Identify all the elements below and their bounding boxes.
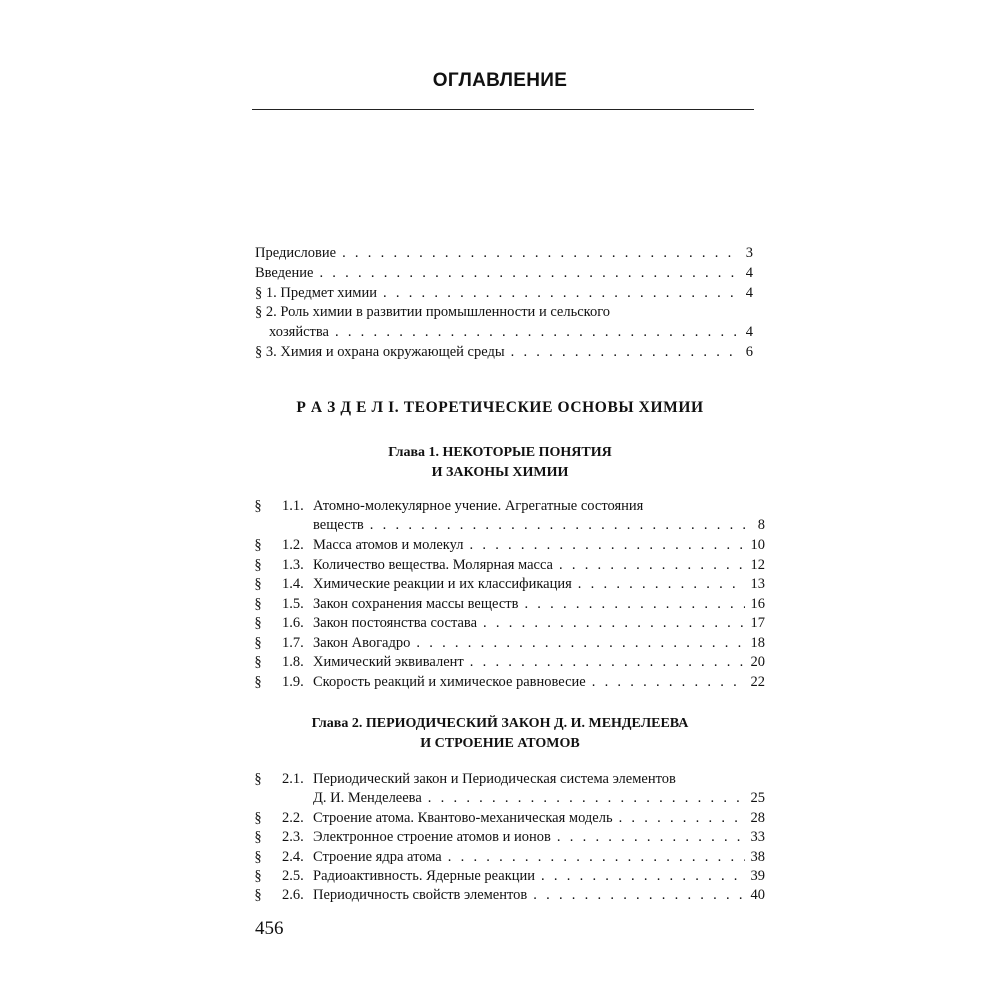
leader-dots [470, 652, 745, 672]
toc-entry-page: 33 [750, 829, 765, 845]
toc-entry-page: 28 [750, 810, 765, 826]
toc-entry-page: 6 [745, 344, 753, 360]
leader-dots [524, 594, 744, 614]
toc-entry-2-4 [313, 847, 765, 867]
toc-entry-1-8 [313, 652, 765, 672]
toc-entry-page: 17 [750, 615, 765, 631]
toc-entry-number: 1.9. [282, 674, 304, 690]
section-sign: § [254, 887, 262, 903]
toc-entry-1-2 [313, 535, 765, 555]
part-heading: Р А З Д Е Л I. ТЕОРЕТИЧЕСКИЕ ОСНОВЫ ХИМИИ [296, 399, 704, 416]
toc-entry-1-3 [313, 555, 765, 575]
toc-entry-2-1-line1: Периодический закон и Периодическая система элементов [313, 771, 676, 787]
toc-entry-2-5 [313, 866, 765, 886]
leader-dots [470, 535, 745, 555]
toc-entry-introduction [255, 263, 753, 283]
toc-entry-page: 40 [750, 887, 765, 903]
leader-dots [428, 788, 745, 808]
toc-entry-text: Д. И. Менделеева [313, 790, 422, 806]
leader-dots [511, 342, 740, 362]
toc-entry-text: Химические реакции и их классификация [313, 576, 572, 592]
toc-entry-page: 16 [750, 596, 765, 612]
toc-entry-1-5 [313, 594, 765, 614]
page-number: 456 [255, 918, 284, 939]
section-sign: § [254, 537, 262, 553]
leader-dots [416, 633, 744, 653]
toc-entry-1-1-line1: Атомно-молекулярное учение. Агрегатные состояния [313, 498, 644, 514]
leader-dots [533, 885, 744, 905]
chapter-2-heading-line1: Глава 2. ПЕРИОДИЧЕСКИЙ ЗАКОН Д. И. МЕНДЕЛЕЕВА [311, 716, 689, 731]
section-sign: § [254, 654, 262, 670]
toc-entry-text: Химический эквивалент [313, 654, 464, 670]
toc-entry-page: 12 [750, 557, 765, 573]
toc-entry-section-2 [269, 322, 753, 342]
toc-entry-number: 1.5. [282, 596, 304, 612]
leader-dots [370, 515, 752, 535]
toc-entry-2-2 [313, 808, 765, 828]
toc-entry-2-1 [313, 788, 765, 808]
toc-entry-section-3 [255, 342, 753, 362]
leader-dots [342, 243, 740, 263]
chapter-2-heading-line2: И СТРОЕНИЕ АТОМОВ [420, 736, 580, 751]
leader-dots [448, 847, 745, 867]
toc-entry-number: 1.2. [282, 537, 304, 553]
toc-entry-number: 1.6. [282, 615, 304, 631]
toc-entry-number: 1.3. [282, 557, 304, 573]
toc-entry-text: Закон постоянства состава [313, 615, 478, 631]
toc-entry-text: Периодичность свойств элементов [313, 887, 528, 903]
toc-entry-number: 2.2. [282, 810, 304, 826]
toc-entry-page: 22 [750, 674, 765, 690]
leader-dots [383, 283, 740, 303]
toc-entry-1-4 [313, 574, 765, 594]
toc-entry-1-1 [313, 515, 765, 535]
toc-entry-number: 2.4. [282, 849, 304, 865]
toc-entry-section-2-line1: § 2. Роль химии в развитии промышленности и сельского [255, 304, 611, 320]
toc-entry-page: 13 [750, 576, 765, 592]
toc-entry-2-3 [313, 827, 765, 847]
leader-dots [483, 613, 744, 633]
toc-entry-text: Предисловие [255, 245, 337, 261]
toc-entry-text: Скорость реакций и химическое равновесие [313, 674, 586, 690]
toc-entry-number: 1.8. [282, 654, 304, 670]
section-sign: § [254, 674, 262, 690]
section-sign: § [254, 771, 262, 787]
toc-entry-text: § 3. Химия и охрана окружающей среды [255, 344, 505, 360]
toc-entry-1-7 [313, 633, 765, 653]
toc-entry-page: 20 [750, 654, 765, 670]
toc-entry-text: хозяйства [269, 324, 329, 340]
section-sign: § [254, 557, 262, 573]
toc-entry-2-6 [313, 885, 765, 905]
leader-dots [578, 574, 745, 594]
title-rule [252, 109, 754, 110]
leader-dots [592, 672, 745, 692]
toc-entry-1-6 [313, 613, 765, 633]
toc-entry-page: 4 [745, 285, 753, 301]
section-sign: § [254, 635, 262, 651]
toc-entry-text: Электронное строение атомов и ионов [313, 829, 551, 845]
toc-entry-preface [255, 243, 753, 263]
leader-dots [541, 866, 744, 886]
section-sign: § [254, 498, 262, 514]
section-sign: § [254, 868, 262, 884]
leader-dots [557, 827, 745, 847]
toc-entry-page: 39 [750, 868, 765, 884]
section-sign: § [254, 849, 262, 865]
toc-entry-number: 1.7. [282, 635, 304, 651]
section-sign: § [254, 829, 262, 845]
toc-entry-number: 2.1. [282, 771, 304, 787]
toc-entry-text: Строение атома. Квантово-механическая модель [313, 810, 613, 826]
toc-entry-text: Закон Авогадро [313, 635, 411, 651]
leader-dots [559, 555, 745, 575]
toc-entry-page: 10 [750, 537, 765, 553]
toc-entry-text: Масса атомов и молекул [313, 537, 464, 553]
leader-dots [619, 808, 745, 828]
toc-entry-text: веществ [313, 517, 364, 533]
toc-entry-page: 4 [745, 324, 753, 340]
chapter-1-heading-line2: И ЗАКОНЫ ХИМИИ [431, 465, 569, 480]
toc-entry-page: 25 [750, 790, 765, 806]
toc-entry-page: 38 [750, 849, 765, 865]
toc-entry-number: 2.5. [282, 868, 304, 884]
toc-entry-section-1 [255, 283, 753, 303]
toc-entry-page: 3 [745, 245, 753, 261]
toc-entry-number: 2.3. [282, 829, 304, 845]
section-sign: § [254, 810, 262, 826]
toc-entry-page: 8 [757, 517, 765, 533]
toc-entry-number: 2.6. [282, 887, 304, 903]
chapter-1-heading-line1: Глава 1. НЕКОТОРЫЕ ПОНЯТИЯ [388, 445, 612, 460]
toc-entry-text: Количество вещества. Молярная масса [313, 557, 553, 573]
toc-entry-1-9 [313, 672, 765, 692]
toc-entry-number: 1.1. [282, 498, 304, 514]
toc-entry-text: Радиоактивность. Ядерные реакции [313, 868, 536, 884]
section-sign: § [254, 615, 262, 631]
toc-entry-text: Введение [255, 265, 314, 281]
toc-entry-number: 1.4. [282, 576, 304, 592]
page-title: ОГЛАВЛЕНИЕ [432, 70, 568, 91]
toc-entry-text: Закон сохранения массы веществ [313, 596, 519, 612]
section-sign: § [254, 576, 262, 592]
section-sign: § [254, 596, 262, 612]
toc-entry-page: 4 [745, 265, 753, 281]
toc-entry-text: § 1. Предмет химии [255, 285, 377, 301]
toc-entry-text: Строение ядра атома [313, 849, 442, 865]
leader-dots [319, 263, 739, 283]
toc-entry-page: 18 [750, 635, 765, 651]
leader-dots [335, 322, 740, 342]
